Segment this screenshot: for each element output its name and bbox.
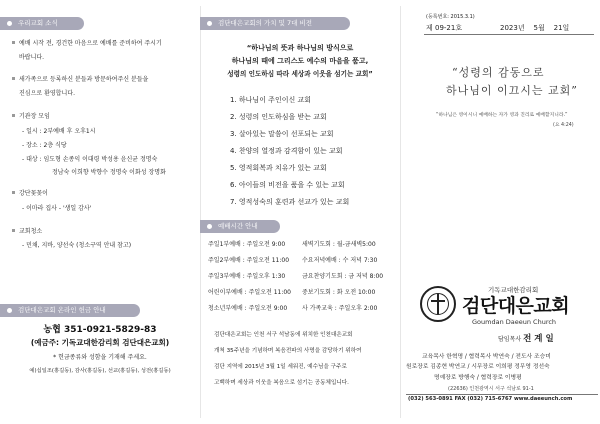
bullet-dot-icon <box>7 21 12 26</box>
service-section-header <box>200 220 280 233</box>
meeting-time: - 일시 : 2부예배 후 오후1시 <box>22 128 96 135</box>
vision-header-label: 검단대은교회의 가치 및 7대 비전 <box>218 19 313 27</box>
service-time: 금요찬양기도회 : 금 저녁 8:00 <box>302 273 384 280</box>
service-time: 주일3부예배 : 주일오후 1:30 <box>208 273 286 280</box>
motto-line-2: 하나님이 이끄시는 교회” <box>446 84 578 97</box>
offering-header-label: 검단대은교회 온라인 헌금 안내 <box>18 306 106 314</box>
vision-section-header <box>200 17 350 30</box>
service-time: 주일1부예배 : 주일오전 9:00 <box>208 241 286 248</box>
vision-panel <box>200 0 400 424</box>
vision-item-2: 2. 성령의 인도하심을 받는 교회 <box>230 113 327 121</box>
service-time: 주일2부예배 : 주일오전 11:00 <box>208 257 290 264</box>
news-section-header <box>0 17 84 30</box>
staff-line-3: 명예장로 방행숙 / 협력장로 이병평 <box>434 375 522 381</box>
staff-line-1: 교육목사 한혁명 / 협력목사 박연숙 / 전도사 조승미 <box>422 354 551 360</box>
bullet-dot-icon <box>7 308 12 313</box>
issue-number: 제 09-21호 <box>426 24 463 32</box>
church-intro-line-1: 검단대은교회는 인천 서구 석남동에 위치한 인천대은교회 <box>214 332 353 338</box>
square-bullet-icon <box>12 41 15 44</box>
denomination: 기독교대한감리회 <box>488 286 539 294</box>
bullet-dot-icon <box>207 224 212 229</box>
registration-number: (등록번호: 2015.3.1) <box>426 14 475 20</box>
bullet-dot-icon <box>207 21 212 26</box>
news-item-2: 새가족으로 등록하신 분들과 방문하여주신 분들을 <box>12 76 148 84</box>
square-bullet-icon <box>12 191 15 194</box>
cover-panel <box>400 0 600 424</box>
vision-item-3: 3. 살아있는 말씀이 선포되는 교회 <box>230 130 334 138</box>
staff-line-2: 원로장로 김종현 박연교 / 시무장로 이희평 정무영 정선숙 <box>406 364 550 370</box>
square-bullet-icon <box>12 77 15 80</box>
meeting-target: - 대상 : 임도형 손종익 이대령 박성용 윤신균 정명숙 <box>22 156 158 163</box>
news-item-1-cont: 바랍니다. <box>19 54 45 61</box>
church-intro-line-4: 고백하며 세상과 이웃을 복음으로 섬기는 공동체입니다. <box>214 380 349 386</box>
church-address: (22636) 인천광역시 서구 석남로 91-1 <box>448 386 534 392</box>
flowers-title: 강단꽃꽂이 <box>12 190 48 198</box>
header-rule <box>424 34 594 35</box>
service-header-label: 예배시간 안내 <box>218 222 258 230</box>
meeting-title: 기관장 모임 <box>12 113 50 121</box>
flowers-line: - 이마라 집사 - '생일 감사' <box>22 205 92 212</box>
service-time: 청소년부예배 : 주일오전 9:00 <box>208 305 288 312</box>
church-emblem-icon <box>420 286 456 322</box>
bible-verse: “하나님은 영이시니 예배하는 자가 영과 진리로 예배할지니라.” <box>436 113 568 118</box>
church-contact: (032) 563-0891 FAX (032) 715-6767 www.daeeunch.com <box>408 396 573 402</box>
square-bullet-icon <box>12 114 15 117</box>
news-item-1: 예배 시작 전, 경건한 마음으로 예배를 준비하여 주시기 <box>12 40 162 48</box>
cleaning-line: - 민채, 지바, 양선숙 (청소구역 안내 참고) <box>22 242 132 249</box>
offering-note: * 헌금종류와 성함을 기재해 주세요. <box>53 354 147 361</box>
vision-item-7: 7. 영적성숙의 훈련과 선교가 있는 교회 <box>230 198 350 206</box>
vision-quote-line-3: 성령의 인도하심 따라 세상과 이웃을 섬기는 교회” <box>227 70 373 78</box>
service-time: 사 가족교육 : 주일오후 2:00 <box>302 305 378 312</box>
service-time: 새벽기도회 : 월-금새벽5:00 <box>302 241 376 248</box>
offering-example: 예)십일조(홍길동), 감사(홍길동), 선교(홍길동), 성전(홍길동) <box>29 368 171 374</box>
news-header-label: 우리교회 소식 <box>18 19 58 27</box>
news-panel <box>0 0 200 424</box>
news-item-2-cont: 진심으로 환영합니다. <box>19 90 75 97</box>
senior-pastor: 담임목사 전 계 일 <box>498 334 554 344</box>
vision-item-4: 4. 찬양의 열정과 감격함이 있는 교회 <box>230 147 343 155</box>
vision-quote-line-1: “하나님의 뜻과 하나님의 방식으로 <box>246 44 354 52</box>
motto-line-1: “성령의 감동으로 <box>452 66 545 79</box>
church-name: 검단대은교회 <box>462 295 570 317</box>
footer-rule <box>406 394 598 395</box>
vision-item-1: 1. 하나님이 주인이신 교회 <box>230 96 311 104</box>
meeting-target-cont: 정남숙 이희향 박향수 정명숙 이화성 장명화 <box>52 169 166 176</box>
service-time: 어린이부예배 : 주일오전 11:00 <box>208 289 291 296</box>
meeting-place: - 장소 : 2층 식당 <box>22 142 67 149</box>
church-intro-line-3: 검단 지역에 2015년 3월 1일 세워진, 예수님을 구주로 <box>214 364 347 370</box>
service-time: 수요저녁예배 : 수 저녁 7:30 <box>302 257 378 264</box>
bank-account-owner: (예금주: 기독교대한감리회 검단대은교회) <box>30 338 170 347</box>
vision-item-6: 6. 아이들의 비전을 품을 수 있는 교회 <box>230 181 345 189</box>
vision-item-5: 5. 영적회복과 치유가 있는 교회 <box>230 164 327 172</box>
bible-verse-reference: (요 4:24) <box>553 123 574 128</box>
bulletin-date: 2023년 5월 21일 <box>500 24 570 32</box>
cleaning-title: 교회청소 <box>12 228 42 236</box>
square-bullet-icon <box>12 229 15 232</box>
bank-account-number: 농협 351-0921-5829-83 <box>43 325 157 335</box>
service-time: 중보기도회 : 화 오전 10:00 <box>302 289 376 296</box>
vision-quote-line-2: 하나님의 때에 그리스도 예수의 마음을 품고, <box>231 57 369 65</box>
church-name-english: Goumdan Daeeun Church <box>472 318 557 326</box>
offering-section-header <box>0 304 140 317</box>
church-intro-line-2: 개척 35주년을 기념하며 복음전파의 사명을 감당하기 위하여 <box>214 348 362 354</box>
